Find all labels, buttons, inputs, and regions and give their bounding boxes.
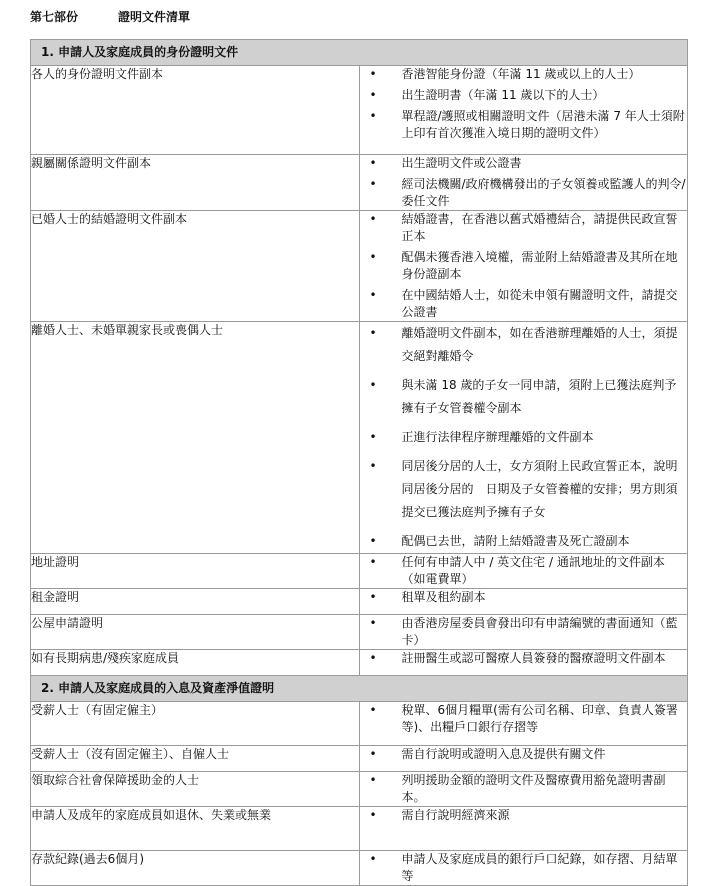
list-item: • 註冊醫生或認可醫療人員簽發的醫療證明文件副本 [360,650,688,667]
documents-checklist-table [30,39,688,886]
list-item: • 任何有申請人中 / 英文住宅 / 通訊地址的文件副本（如電費單） [360,554,688,588]
document-list [360,322,688,553]
table-row [31,851,688,886]
list-item: • 需自行說明經濟來源 [360,807,688,824]
list-item: • 稅單、6個月糧單(需有公司名稱、印章、負責人簽署等)、出糧戶口銀行存摺等 [360,702,688,736]
row-label: 公屋申請證明 [31,615,360,650]
row-label: 如有長期病患/殘疾家庭成員 [31,650,360,676]
table-row [31,322,688,554]
table-row [31,702,688,746]
section-header-income-assets [31,676,688,702]
list-item: • 正進行法律程序辦理離婚的文件副本 [360,426,688,449]
table-row [31,650,688,676]
section-heading: 2. 申請人及家庭成員的入息及資產淨值證明 [31,676,688,702]
list-item: • 列明援助金額的證明文件及醫療費用豁免證明書副本。 [360,772,688,806]
row-label: 租金證明 [31,589,360,615]
document-list [360,702,688,736]
list-item: • 出生證明文件或公證書 [360,155,688,172]
list-item: • 與未滿 18 歲的子女一同申請，須附上已獲法庭判予擁有子女管養權令副本 [360,374,688,420]
table-row [31,211,688,322]
document-list [360,772,688,806]
row-label: 申請人及成年的家庭成員如退休、失業或無業 [31,807,360,851]
table-row [31,807,688,851]
row-label: 離婚人士、未婚單親家長或喪偶人士 [31,322,360,554]
list-item: • 需自行說明或證明入息及提供有關文件 [360,746,688,763]
table-row [31,615,688,650]
document-list [360,807,688,824]
document-list [360,554,688,588]
row-label: 已婚人士的結婚證明文件副本 [31,211,360,322]
row-label: 各人的身份證明文件副本 [31,66,360,155]
list-item: • 在中國結婚人士，如從未申領有關證明文件，請提交公證書 [360,287,688,321]
table-row [31,589,688,615]
row-label: 地址證明 [31,554,360,589]
row-label: 受薪人士（沒有固定僱主）、自僱人士 [31,746,360,772]
table-row [31,772,688,807]
part-number: 第七部份 [30,10,79,24]
document-list [360,650,688,667]
document-list [360,615,688,649]
list-item: • 經司法機關/政府機構發出的子女領養或監護人的判令/委任文件 [360,176,688,210]
table-row [31,746,688,772]
document-list [360,746,688,763]
list-item: • 結婚證書，在香港以舊式婚禮結合，請提供民政宣誓正本 [360,211,688,245]
list-item: • 配偶已去世，請附上結婚證書及死亡證副本 [360,530,688,553]
list-item: • 由香港房屋委員會發出印有申請編號的書面通知（藍卡） [360,615,688,649]
table-row [31,155,688,211]
section-heading: 1. 申請人及家庭成員的身份證明文件 [31,40,688,66]
list-item: • 出生證明書（年滿 11 歲以下的人士） [360,87,688,104]
row-label: 領取綜合社會保障援助金的人士 [31,772,360,807]
section-header-identity [31,40,688,66]
list-item: • 配偶未獲香港入境權，需並附上結婚證書及其所在地身份證副本 [360,249,688,283]
list-item: • 離婚證明文件副本，如在香港辦理離婚的人士，須提交絕對離婚令 [360,322,688,368]
document-list [360,66,688,142]
list-item: • 申請人及家庭成員的銀行戶口紀錄，如存摺、月結單等 [360,851,688,885]
document-list [360,851,688,885]
row-label: 受薪人士（有固定僱主） [31,702,360,746]
document-list [360,589,688,606]
table-row [31,66,688,155]
table-row [31,554,688,589]
part-heading [30,8,190,25]
row-label: 親屬關係證明文件副本 [31,155,360,211]
part-title: 證明文件清單 [118,10,191,24]
document-list [360,211,688,321]
list-item: • 香港智能身份證（年滿 11 歲或以上的人士） [360,66,688,83]
list-item: • 同居後分居的人士，女方須附上民政宣誓正本，說明同居後分居的 日期及子女管養權的安排；男方則須提交已獲法庭判予擁有子女 [360,455,688,524]
row-label: 存款紀錄(過去6個月) [31,851,360,886]
list-item: • 單程證/護照或相關證明文件（居港未滿 7 年人士須附上印有首次獲准入境日期的證明文件） [360,108,688,142]
document-list [360,155,688,210]
list-item: • 租單及租約副本 [360,589,688,606]
